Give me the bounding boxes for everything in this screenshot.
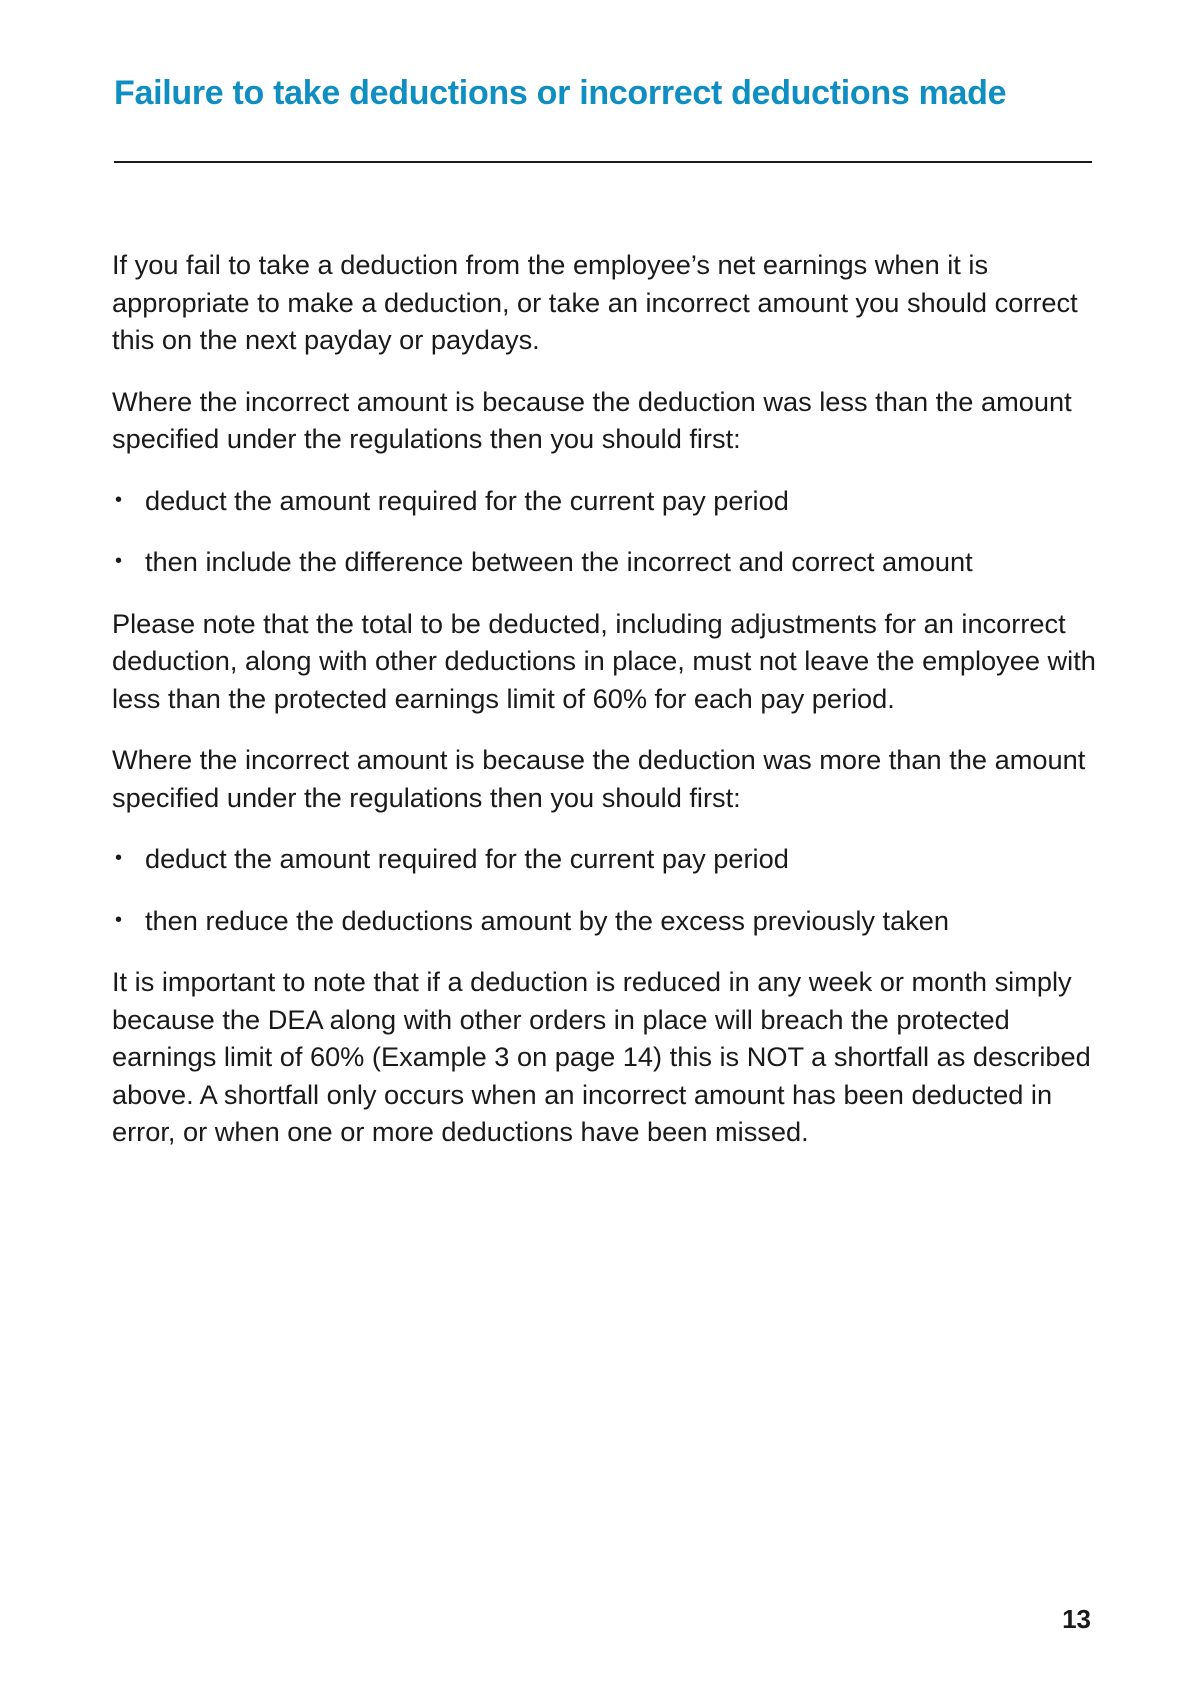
- paragraph-protected-earnings: Please note that the total to be deducted, including adjustments for an incorrect deduction, along with other deductions in place, must not leave the employee with less than the protected earnings limit of 60% for each pay period.: [112, 607, 1096, 714]
- section-heading: Failure to take deductions or incorrect deductions made: [114, 74, 1007, 112]
- list-item-text: then include the difference between the incorrect and correct amount: [145, 546, 973, 577]
- paragraph-shortfall-note: It is important to note that if a deduction is reduced in any week or month simply because the DEA along with other orders in place will breach the protected earnings limit of 60% (Example 3 on page 14) this is NOT a shortfall as described above. A shortfall only occurs when an incorrect amount has been deducted in error, or when one or more deductions have been missed.: [112, 966, 1091, 1147]
- heading-divider: [114, 161, 1092, 163]
- body-text: [112, 246, 1102, 1175]
- paragraph-intro: If you fail to take a deduction from the employee’s net earnings when it is appropriate to make a deduction, or take an incorrect amount you should correct this on the next payday or paydays.: [112, 249, 1078, 355]
- list-item: [112, 482, 1102, 520]
- list-less-than: [112, 482, 1102, 581]
- bullet-icon: •: [115, 550, 123, 572]
- list-item-text: then reduce the deductions amount by the excess previously taken: [145, 904, 950, 936]
- paragraph-more-than: Where the incorrect amount is because the deduction was more than the amount specified under the regulations then you should first:: [112, 744, 1086, 813]
- bullet-icon: •: [115, 908, 123, 931]
- page-number: 13: [1062, 1604, 1091, 1634]
- paragraph-less-than: Where the incorrect amount is because the deduction was less than the amount specified under the regulations then you should first:: [112, 385, 1072, 454]
- list-item: [112, 840, 1102, 878]
- list-item-text: deduct the amount required for the current pay period: [145, 484, 789, 516]
- bullet-icon: •: [115, 488, 123, 511]
- list-item: [112, 902, 1102, 940]
- list-more-than: [112, 840, 1102, 939]
- bullet-icon: •: [115, 847, 123, 869]
- list-item-text: deduct the amount required for the current pay period: [145, 843, 789, 874]
- list-item: [112, 543, 1102, 581]
